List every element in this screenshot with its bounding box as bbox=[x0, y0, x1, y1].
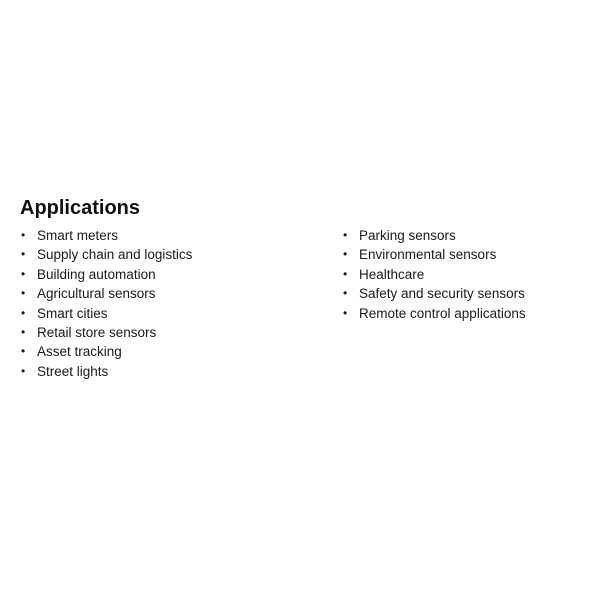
bullet-icon: • bbox=[343, 286, 348, 301]
bullet-icon: • bbox=[343, 305, 348, 320]
section-heading: Applications bbox=[20, 197, 141, 219]
list-item-label: Supply chain and logistics bbox=[37, 247, 193, 263]
list-item-label: Asset tracking bbox=[37, 344, 122, 360]
list-item-label: Retail store sensors bbox=[37, 325, 157, 341]
list-item bbox=[342, 226, 526, 245]
list-item-label: Street lights bbox=[37, 363, 109, 379]
list-item bbox=[20, 304, 192, 323]
left-bullet-list bbox=[20, 226, 192, 381]
bullet-icon: • bbox=[21, 305, 26, 320]
bullet-columns bbox=[20, 226, 580, 386]
list-item bbox=[20, 284, 192, 303]
bullet-icon: • bbox=[21, 266, 26, 281]
list-item bbox=[342, 304, 526, 323]
list-item bbox=[20, 323, 192, 342]
list-item-label: Smart meters bbox=[37, 228, 119, 243]
list-item-label: Remote control applications bbox=[359, 305, 526, 321]
bullet-icon: • bbox=[21, 228, 26, 242]
list-item bbox=[20, 362, 192, 381]
bullet-icon: • bbox=[21, 344, 26, 359]
list-item bbox=[342, 245, 526, 264]
applications-section bbox=[20, 196, 580, 386]
right-bullet-list bbox=[342, 226, 526, 323]
bullet-icon: • bbox=[21, 363, 26, 378]
list-item bbox=[20, 342, 192, 361]
list-item-label: Healthcare bbox=[359, 266, 425, 282]
bullet-icon: • bbox=[343, 266, 348, 281]
list-item bbox=[20, 245, 192, 264]
list-item-label: Safety and security sensors bbox=[359, 286, 525, 302]
list-item-label: Building automation bbox=[37, 266, 156, 282]
list-item-label: Agricultural sensors bbox=[37, 286, 156, 302]
bullet-icon: • bbox=[21, 286, 26, 301]
bullet-icon: • bbox=[21, 247, 26, 262]
bullet-icon: • bbox=[343, 228, 348, 242]
list-item bbox=[342, 284, 526, 303]
list-item bbox=[20, 226, 192, 245]
list-item-label: Parking sensors bbox=[359, 228, 456, 243]
list-item bbox=[20, 265, 192, 284]
bullet-icon: • bbox=[343, 247, 348, 262]
list-item-label: Environmental sensors bbox=[359, 247, 497, 263]
bullet-icon: • bbox=[21, 325, 26, 340]
list-item bbox=[342, 265, 526, 284]
list-item-label: Smart cities bbox=[37, 305, 108, 321]
